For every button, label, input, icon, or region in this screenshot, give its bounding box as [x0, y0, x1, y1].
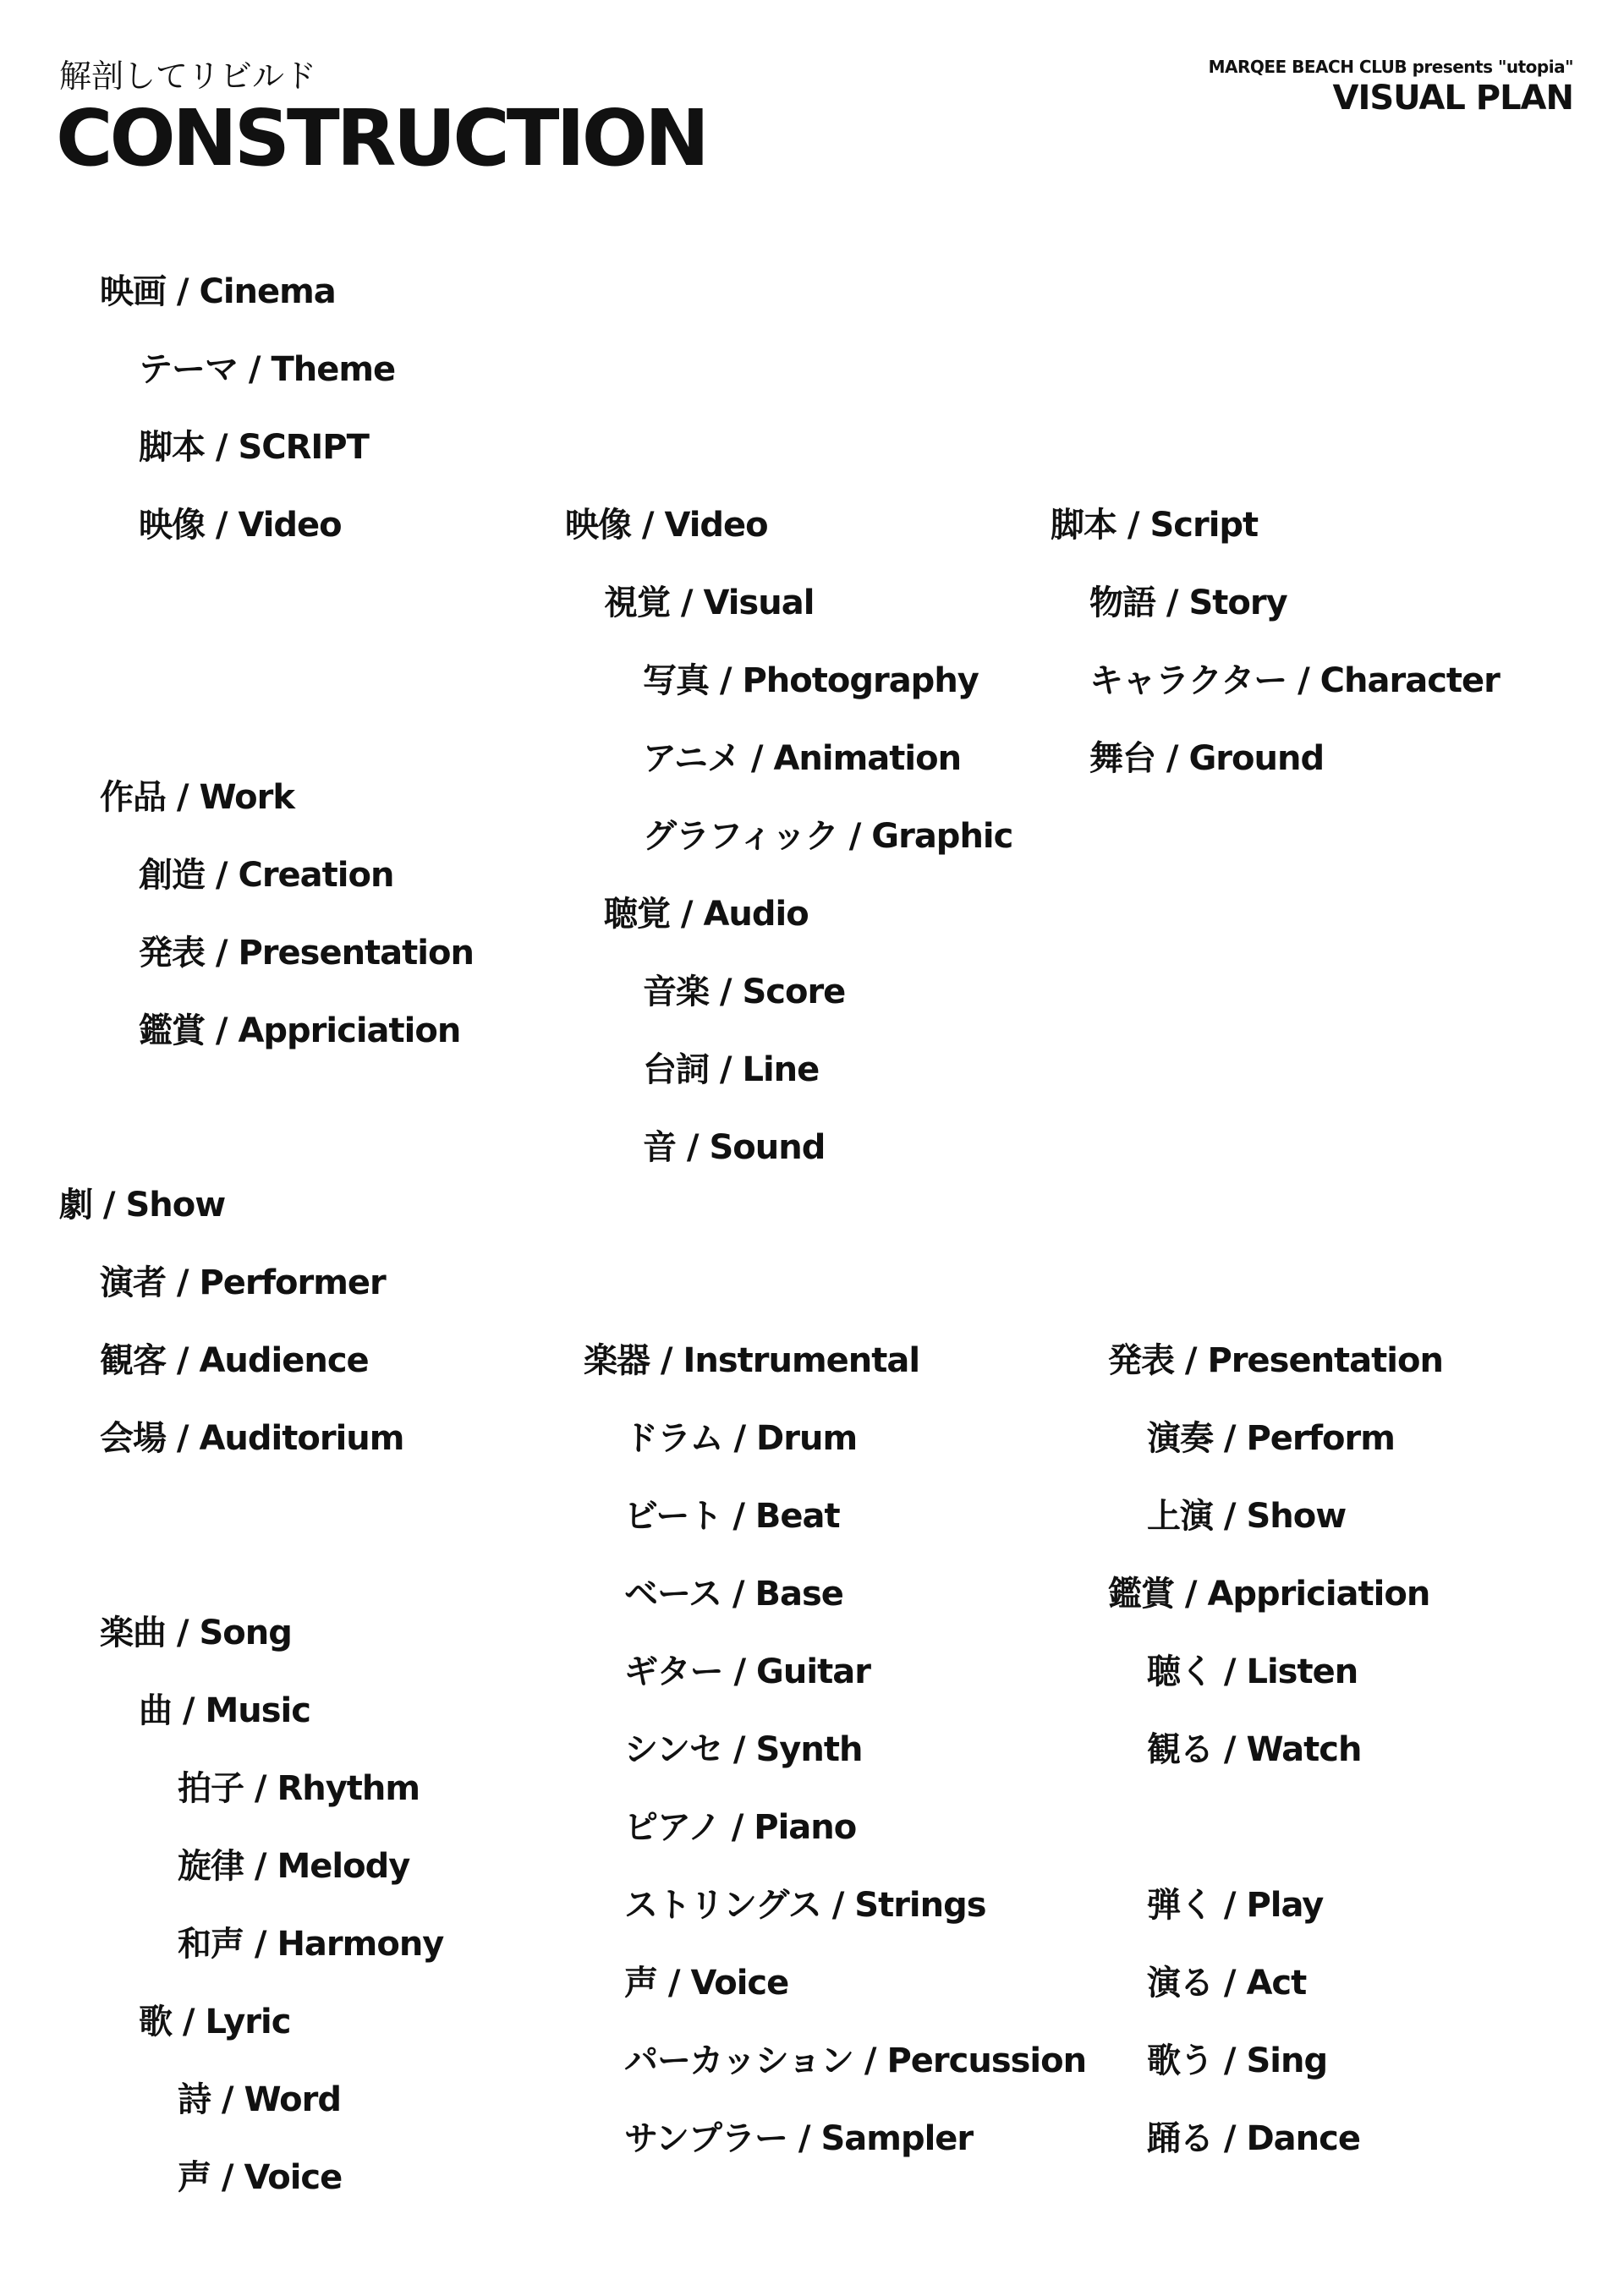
outline-item: 観る / Watch [1147, 1730, 1362, 1769]
outline-item: ビート / Beat [624, 1497, 840, 1536]
outline-item: 声 / Voice [624, 1964, 789, 2003]
outline-item: 鑑賞 / Appriciation [139, 1011, 461, 1050]
outline-item: 創造 / Creation [139, 856, 394, 895]
outline-item: 楽器 / Instrumental [584, 1341, 920, 1380]
outline-item: 演る / Act [1147, 1964, 1307, 2003]
outline-item: ピアノ / Piano [624, 1808, 857, 1847]
outline-item: アニメ / Animation [643, 739, 962, 778]
outline-item: 声 / Voice [178, 2158, 343, 2197]
outline-item: 演奏 / Perform [1147, 1419, 1395, 1458]
outline-item: テーマ / Theme [139, 350, 396, 389]
outline-item: 舞台 / Ground [1089, 739, 1325, 778]
outline-item: 発表 / Presentation [139, 934, 474, 973]
presenter-credit: MARQEE BEACH CLUB presents "utopia" [1208, 57, 1573, 77]
outline-item: 聴覚 / Audio [604, 895, 809, 934]
outline-item: 音 / Sound [643, 1128, 826, 1167]
document-subtitle: 解剖してリビルド [59, 58, 317, 95]
outline-item: 作品 / Work [100, 778, 294, 817]
outline-item: 劇 / Show [59, 1186, 226, 1225]
outline-item: 旋律 / Melody [178, 1847, 410, 1886]
plan-title: VISUAL PLAN [1332, 79, 1573, 118]
outline-item: 写真 / Photography [643, 661, 979, 700]
outline-item: 映像 / Video [565, 506, 768, 545]
outline-item: キャラクター / Character [1089, 661, 1500, 700]
outline-item: 歌 / Lyric [139, 2003, 291, 2041]
outline-item: 脚本 / SCRIPT [139, 428, 369, 467]
outline-item: 視覚 / Visual [604, 584, 815, 622]
outline-item: 踊る / Dance [1147, 2119, 1360, 2158]
outline-item: 物語 / Story [1089, 584, 1287, 622]
outline-item: 歌う / Sing [1147, 2041, 1328, 2080]
outline-item: 観客 / Audience [100, 1341, 369, 1380]
outline-item: 脚本 / Script [1051, 506, 1259, 545]
outline-item: 詩 / Word [178, 2080, 341, 2119]
outline-item: 聴く / Listen [1147, 1652, 1358, 1691]
outline-item: ストリングス / Strings [624, 1886, 986, 1925]
outline-item: 台詞 / Line [643, 1050, 820, 1089]
document-title: CONSTRUCTION [56, 93, 706, 184]
outline-item: 演者 / Performer [100, 1263, 386, 1302]
outline-item: 曲 / Music [139, 1691, 310, 1730]
outline-item: 発表 / Presentation [1108, 1341, 1443, 1380]
outline-item: グラフィック / Graphic [643, 817, 1013, 856]
outline-item: ドラム / Drum [624, 1419, 858, 1458]
outline-item: 映画 / Cinema [100, 272, 336, 311]
outline-item: ギター / Guitar [624, 1652, 870, 1691]
outline-item: 映像 / Video [139, 506, 342, 545]
outline-item: パーカッション / Percussion [624, 2041, 1087, 2080]
outline-item: 拍子 / Rhythm [178, 1769, 420, 1808]
outline-item: 会場 / Auditorium [100, 1419, 404, 1458]
outline-item: 楽曲 / Song [100, 1614, 292, 1652]
outline-item: 音楽 / Score [643, 973, 846, 1011]
outline-item: シンセ / Synth [624, 1730, 863, 1769]
outline-item: 和声 / Harmony [178, 1925, 444, 1964]
outline-item: サンプラー / Sampler [624, 2119, 974, 2158]
outline-item: 鑑賞 / Appriciation [1108, 1575, 1430, 1614]
outline-item: 上演 / Show [1147, 1497, 1347, 1536]
outline-item: ベース / Base [624, 1575, 843, 1614]
outline-item: 弾く / Play [1147, 1886, 1324, 1925]
